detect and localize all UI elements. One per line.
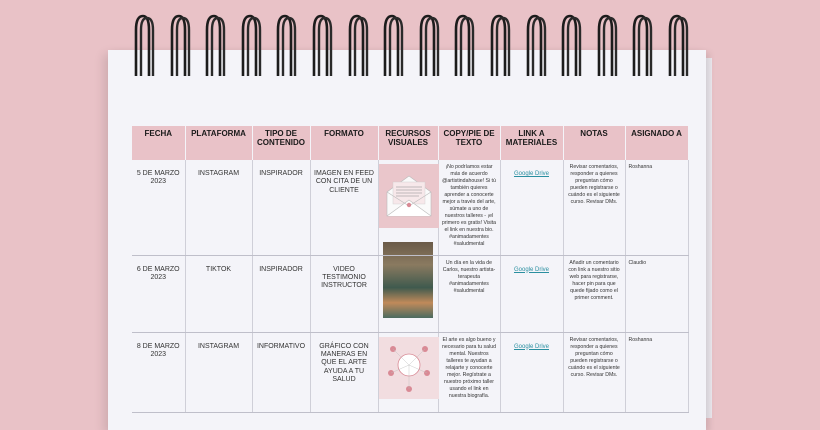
spiral-ring-icon	[489, 14, 511, 76]
google-drive-link[interactable]: Google Drive	[513, 266, 549, 273]
header-plataforma: PLATAFORMA	[185, 126, 252, 160]
cell-tipo: INSPIRADOR	[252, 160, 310, 255]
spiral-ring-icon	[240, 14, 262, 76]
spiral-ring-icon	[133, 14, 155, 76]
spiral-ring-icon	[204, 14, 226, 76]
cell-copy: Un día en la vida de Carlos, nuestro artista-terapeuta #animadamentes #saludmental	[438, 255, 500, 332]
content-calendar-table	[132, 126, 689, 413]
header-row	[132, 126, 688, 160]
spiral-ring-icon	[560, 14, 582, 76]
cell-plataforma: INSTAGRAM	[185, 160, 252, 255]
spiral-ring-icon	[418, 14, 440, 76]
header-notas: NOTAS	[563, 126, 625, 160]
header-recursos: RECURSOS VISUALES	[378, 126, 438, 160]
spiral-ring-icon	[347, 14, 369, 76]
header-asignado: ASIGNADO A	[625, 126, 688, 160]
header-link: LINK A MATERIALES	[500, 126, 563, 160]
cell-fecha: 8 DE MARZO 2023	[132, 332, 185, 412]
cell-asignado: Roshanna	[625, 332, 688, 412]
cell-fecha: 5 DE MARZO 2023	[132, 160, 185, 255]
cell-asignado: Roshanna	[625, 160, 688, 255]
cell-formato: GRÁFICO CON MANERAS EN QUE EL ARTE AYUDA A TU SALUD	[310, 332, 378, 412]
spiral-ring-icon	[667, 14, 689, 76]
cell-link	[500, 332, 563, 412]
cell-tipo: INFORMATIVO	[252, 332, 310, 412]
infographic-image[interactable]	[379, 337, 439, 399]
google-drive-link[interactable]: Google Drive	[513, 343, 549, 350]
cell-visual	[378, 255, 438, 332]
header-copy: COPY/PIE DE TEXTO	[438, 126, 500, 160]
cell-visual	[378, 332, 438, 412]
cell-notas: Revisar comentarios, responder a quienes preguntan cómo pueden registrarse o cuándo es el siguiente curso. Revisar DMs.	[563, 332, 625, 412]
cell-copy: ¡No podríamos estar más de acuerdo @artistindahouse! Si tú también quieres aprender a conocerte mejor a través del arte, súmate a uno de nuestros talleres - ¡el primero es gratis! Visita el link en nuestra bio. #animadamentes #saludmental	[438, 160, 500, 255]
cell-fecha: 6 DE MARZO 2023	[132, 255, 185, 332]
cell-link	[500, 160, 563, 255]
header-fecha: FECHA	[132, 126, 185, 160]
spiral-ring-icon	[596, 14, 618, 76]
cell-notas: Añadir un comentario con link a nuestro sitio web para registrarse, hacer pin para que quede fijado como el primer comment.	[563, 255, 625, 332]
cell-plataforma: TIKTOK	[185, 255, 252, 332]
cell-link	[500, 255, 563, 332]
spiral-ring-icon	[525, 14, 547, 76]
painter-photo[interactable]	[383, 242, 433, 318]
spiral-ring-icon	[453, 14, 475, 76]
table-row	[132, 255, 688, 332]
spiral-ring-icon	[382, 14, 404, 76]
envelope-quote-image[interactable]	[379, 164, 439, 228]
cell-formato: IMAGEN EN FEED CON CITA DE UN CLIENTE	[310, 160, 378, 255]
spiral-ring-icon	[275, 14, 297, 76]
cell-plataforma: INSTAGRAM	[185, 332, 252, 412]
spiral-ring-icon	[311, 14, 333, 76]
header-tipo: TIPO DE CONTENIDO	[252, 126, 310, 160]
cell-formato: VIDEO TESTIMONIO INSTRUCTOR	[310, 255, 378, 332]
cell-notas: Revisar comentarios, responder a quienes preguntan cómo pueden registrarse o cuándo es el siguiente curso. Revisar DMs.	[563, 160, 625, 255]
header-formato: FORMATO	[310, 126, 378, 160]
table-row	[132, 332, 688, 412]
cell-copy: El arte es algo bueno y necesario para tu salud mental. Nuestros talleres te ayudan a relajarte y conocerte mejor. Regístrate a nuestro próximo taller usando el link en nuestra biografía.	[438, 332, 500, 412]
cell-tipo: INSPIRADOR	[252, 255, 310, 332]
spiral-ring-icon	[169, 14, 191, 76]
cell-asignado: Claudio	[625, 255, 688, 332]
google-drive-link[interactable]: Google Drive	[513, 171, 549, 177]
spiral-ring-icon	[631, 14, 653, 76]
